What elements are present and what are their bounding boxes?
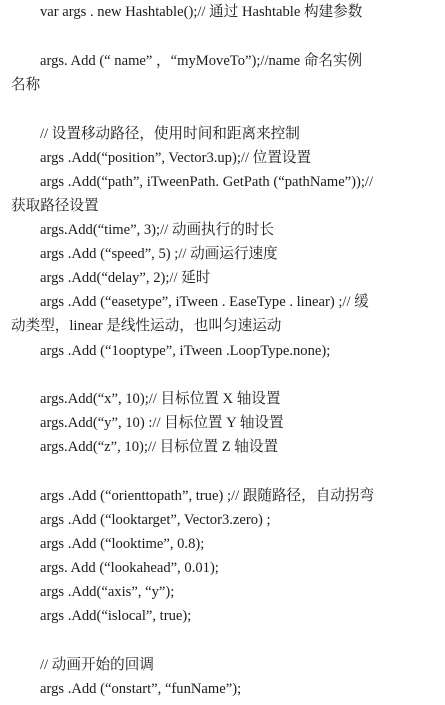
- code-line: args .Add (“looktarget”, Vector3.zero) ;: [40, 512, 271, 528]
- code-line: args .Add (“easetype”, iTween . EaseType . linear) ;// 缓: [40, 294, 369, 310]
- code-line: args .Add (“onstart”, “funName”);: [40, 681, 242, 697]
- code-line: args .Add(“delay”, 2);// 延时: [40, 270, 211, 286]
- code-line: var args . new Hashtable();// 通过 Hashtable 构建参数: [40, 4, 363, 20]
- comment-line: // 设置移动路径，使用时间和距离来控制: [40, 126, 300, 142]
- code-line: args.Add(“z”, 10);// 目标位置 Z 轴设置: [40, 439, 279, 455]
- code-line-continuation: 名称: [11, 77, 41, 93]
- code-line: args.Add(“time”, 3);// 动画执行的时长: [40, 222, 275, 238]
- code-line: args.Add(“x”, 10);// 目标位置 X 轴设置: [40, 391, 281, 407]
- code-line: args .Add (“orienttopath”, true) ;// 跟随路径，自动拐弯: [40, 488, 375, 504]
- code-line: args. Add (“lookahead”, 0.01);: [40, 560, 219, 576]
- code-line: args .Add(“position”, Vector3.up);// 位置设置: [40, 150, 312, 166]
- code-line: args. Add (“ name” ，“myMoveTo”);//name 命名实例: [40, 53, 363, 69]
- code-line: args.Add(“y”, 10) :// 目标位置 Y 轴设置: [40, 415, 284, 431]
- code-line: args .Add(“path”, iTweenPath. GetPath (“pathName”));//: [40, 174, 374, 190]
- comment-line: // 动画开始的回调: [40, 657, 154, 673]
- code-line: args .Add(“islocal”, true);: [40, 608, 192, 624]
- code-line: args .Add (“looktime”, 0.8);: [40, 536, 205, 552]
- code-line: args .Add (“1ooptype”, iTween .LoopType.none);: [40, 343, 331, 359]
- code-line: args .Add(“axis”, “y”);: [40, 584, 175, 600]
- code-line-continuation: 获取路径设置: [11, 198, 99, 214]
- code-line: args .Add (“speed”, 5) ;// 动画运行速度: [40, 246, 278, 262]
- code-line-continuation: 动类型，linear 是线性运动，也叫匀速运动: [11, 318, 282, 334]
